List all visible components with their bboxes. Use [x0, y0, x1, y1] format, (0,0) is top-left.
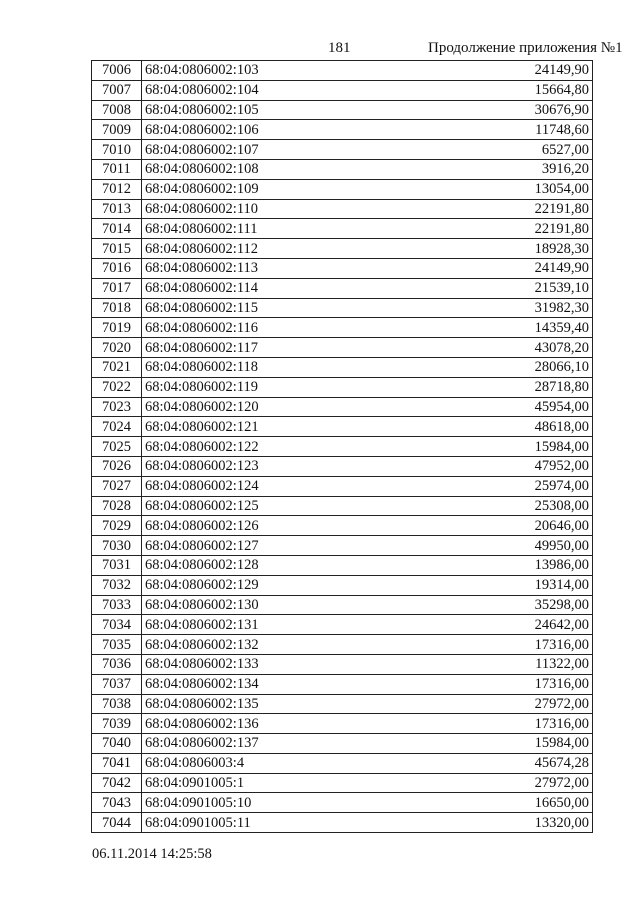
row-number: 7035: [92, 635, 142, 655]
cadastral-number: 68:04:0806002:120: [142, 397, 336, 417]
table-row: [92, 80, 593, 100]
row-number: 7029: [92, 516, 142, 536]
table-row: [92, 575, 593, 595]
row-number: 7017: [92, 278, 142, 298]
cadastral-value: 15984,00: [336, 437, 593, 457]
cadastral-value: 30676,90: [336, 100, 593, 120]
cadastral-value: 25308,00: [336, 496, 593, 516]
table-row: [92, 753, 593, 773]
cadastral-number: 68:04:0806002:127: [142, 536, 336, 556]
cadastral-number: 68:04:0806002:117: [142, 338, 336, 358]
row-number: 7023: [92, 397, 142, 417]
cadastral-number: 68:04:0806002:104: [142, 80, 336, 100]
page-number: 181: [328, 40, 351, 56]
cadastral-value: 22191,80: [336, 219, 593, 239]
cadastral-value: 13320,00: [336, 813, 593, 833]
table-row: [92, 635, 593, 655]
cadastral-number: 68:04:0806002:114: [142, 278, 336, 298]
cadastral-number: 68:04:0806002:126: [142, 516, 336, 536]
table-row: [92, 258, 593, 278]
row-number: 7014: [92, 219, 142, 239]
row-number: 7016: [92, 258, 142, 278]
cadastral-value: 22191,80: [336, 199, 593, 219]
cadastral-value: 28718,80: [336, 377, 593, 397]
row-number: 7039: [92, 714, 142, 734]
table-row: [92, 536, 593, 556]
cadastral-value: 18928,30: [336, 239, 593, 259]
table-row: [92, 179, 593, 199]
cadastral-number: 68:04:0806002:121: [142, 417, 336, 437]
row-number: 7006: [92, 61, 142, 81]
table-row: [92, 417, 593, 437]
row-number: 7034: [92, 615, 142, 635]
row-number: 7019: [92, 318, 142, 338]
cadastral-value: 24642,00: [336, 615, 593, 635]
cadastral-value: 31982,30: [336, 298, 593, 318]
cadastral-value: 45674,28: [336, 753, 593, 773]
cadastral-number: 68:04:0806002:108: [142, 159, 336, 179]
row-number: 7027: [92, 476, 142, 496]
table-row: [92, 61, 593, 81]
cadastral-number: 68:04:0806002:116: [142, 318, 336, 338]
cadastral-value: 15664,80: [336, 80, 593, 100]
cadastral-value: 24149,90: [336, 61, 593, 81]
cadastral-number: 68:04:0806002:106: [142, 120, 336, 140]
row-number: 7036: [92, 654, 142, 674]
cadastral-number: 68:04:0806002:129: [142, 575, 336, 595]
cadastral-number: 68:04:0806002:122: [142, 437, 336, 457]
cadastral-number: 68:04:0806002:115: [142, 298, 336, 318]
table-row: [92, 813, 593, 833]
table-row: [92, 357, 593, 377]
table-row: [92, 239, 593, 259]
cadastral-value: 17316,00: [336, 674, 593, 694]
cadastral-value: 15984,00: [336, 734, 593, 754]
cadastral-number: 68:04:0806002:131: [142, 615, 336, 635]
table-row: [92, 654, 593, 674]
cadastral-number: 68:04:0901005:1: [142, 773, 336, 793]
cadastral-value: 3916,20: [336, 159, 593, 179]
table-row: [92, 555, 593, 575]
table-row: [92, 734, 593, 754]
cadastral-value: 19314,00: [336, 575, 593, 595]
cadastral-number: 68:04:0806002:135: [142, 694, 336, 714]
cadastral-value: 49950,00: [336, 536, 593, 556]
cadastral-number: 68:04:0806002:137: [142, 734, 336, 754]
cadastral-number: 68:04:0806002:109: [142, 179, 336, 199]
cadastral-number: 68:04:0806003:4: [142, 753, 336, 773]
cadastral-number: 68:04:0901005:10: [142, 793, 336, 813]
cadastral-value: 43078,20: [336, 338, 593, 358]
row-number: 7038: [92, 694, 142, 714]
table-row: [92, 338, 593, 358]
table-row: [92, 476, 593, 496]
row-number: 7044: [92, 813, 142, 833]
cadastral-number: 68:04:0806002:130: [142, 595, 336, 615]
cadastral-value: 11322,00: [336, 654, 593, 674]
row-number: 7043: [92, 793, 142, 813]
cadastral-value: 25974,00: [336, 476, 593, 496]
cadastral-number: 68:04:0806002:111: [142, 219, 336, 239]
row-number: 7008: [92, 100, 142, 120]
row-number: 7013: [92, 199, 142, 219]
cadastral-value: 24149,90: [336, 258, 593, 278]
row-number: 7040: [92, 734, 142, 754]
row-number: 7018: [92, 298, 142, 318]
table-row: [92, 694, 593, 714]
row-number: 7030: [92, 536, 142, 556]
row-number: 7026: [92, 456, 142, 476]
cadastral-value: 21539,10: [336, 278, 593, 298]
row-number: 7024: [92, 417, 142, 437]
data-table: [91, 60, 593, 833]
cadastral-value: 28066,10: [336, 357, 593, 377]
print-timestamp: 06.11.2014 14:25:58: [92, 846, 212, 862]
row-number: 7037: [92, 674, 142, 694]
table-row: [92, 674, 593, 694]
row-number: 7031: [92, 555, 142, 575]
row-number: 7033: [92, 595, 142, 615]
cadastral-value: 35298,00: [336, 595, 593, 615]
row-number: 7011: [92, 159, 142, 179]
table-row: [92, 318, 593, 338]
table-row: [92, 278, 593, 298]
continuation-title: Продолжение приложения №1: [428, 40, 623, 56]
row-number: 7042: [92, 773, 142, 793]
row-number: 7021: [92, 357, 142, 377]
cadastral-value: 11748,60: [336, 120, 593, 140]
row-number: 7007: [92, 80, 142, 100]
cadastral-value: 17316,00: [336, 714, 593, 734]
cadastral-value: 16650,00: [336, 793, 593, 813]
cadastral-number: 68:04:0806002:128: [142, 555, 336, 575]
cadastral-number: 68:04:0806002:105: [142, 100, 336, 120]
cadastral-value: 48618,00: [336, 417, 593, 437]
row-number: 7032: [92, 575, 142, 595]
cadastral-value: 6527,00: [336, 140, 593, 160]
table-row: [92, 298, 593, 318]
cadastral-number: 68:04:0806002:136: [142, 714, 336, 734]
table-row: [92, 140, 593, 160]
row-number: 7028: [92, 496, 142, 516]
land-plots-table: [91, 60, 592, 833]
table-row: [92, 199, 593, 219]
table-body: [92, 61, 593, 833]
cadastral-number: 68:04:0806002:113: [142, 258, 336, 278]
table-row: [92, 773, 593, 793]
cadastral-value: 13986,00: [336, 555, 593, 575]
table-row: [92, 793, 593, 813]
table-row: [92, 437, 593, 457]
cadastral-number: 68:04:0806002:132: [142, 635, 336, 655]
table-row: [92, 377, 593, 397]
row-number: 7012: [92, 179, 142, 199]
cadastral-value: 27972,00: [336, 773, 593, 793]
cadastral-number: 68:04:0901005:11: [142, 813, 336, 833]
table-row: [92, 516, 593, 536]
table-row: [92, 456, 593, 476]
row-number: 7009: [92, 120, 142, 140]
cadastral-number: 68:04:0806002:124: [142, 476, 336, 496]
table-row: [92, 219, 593, 239]
cadastral-value: 13054,00: [336, 179, 593, 199]
cadastral-number: 68:04:0806002:118: [142, 357, 336, 377]
row-number: 7041: [92, 753, 142, 773]
row-number: 7020: [92, 338, 142, 358]
cadastral-value: 17316,00: [336, 635, 593, 655]
table-row: [92, 615, 593, 635]
table-row: [92, 397, 593, 417]
cadastral-number: 68:04:0806002:112: [142, 239, 336, 259]
table-row: [92, 714, 593, 734]
row-number: 7015: [92, 239, 142, 259]
row-number: 7010: [92, 140, 142, 160]
cadastral-value: 27972,00: [336, 694, 593, 714]
cadastral-number: 68:04:0806002:103: [142, 61, 336, 81]
row-number: 7022: [92, 377, 142, 397]
table-row: [92, 159, 593, 179]
cadastral-number: 68:04:0806002:107: [142, 140, 336, 160]
row-number: 7025: [92, 437, 142, 457]
table-row: [92, 100, 593, 120]
cadastral-number: 68:04:0806002:133: [142, 654, 336, 674]
cadastral-value: 20646,00: [336, 516, 593, 536]
cadastral-number: 68:04:0806002:119: [142, 377, 336, 397]
table-row: [92, 595, 593, 615]
table-row: [92, 496, 593, 516]
cadastral-value: 14359,40: [336, 318, 593, 338]
cadastral-value: 45954,00: [336, 397, 593, 417]
table-row: [92, 120, 593, 140]
cadastral-number: 68:04:0806002:125: [142, 496, 336, 516]
cadastral-number: 68:04:0806002:110: [142, 199, 336, 219]
cadastral-value: 47952,00: [336, 456, 593, 476]
cadastral-number: 68:04:0806002:134: [142, 674, 336, 694]
cadastral-number: 68:04:0806002:123: [142, 456, 336, 476]
